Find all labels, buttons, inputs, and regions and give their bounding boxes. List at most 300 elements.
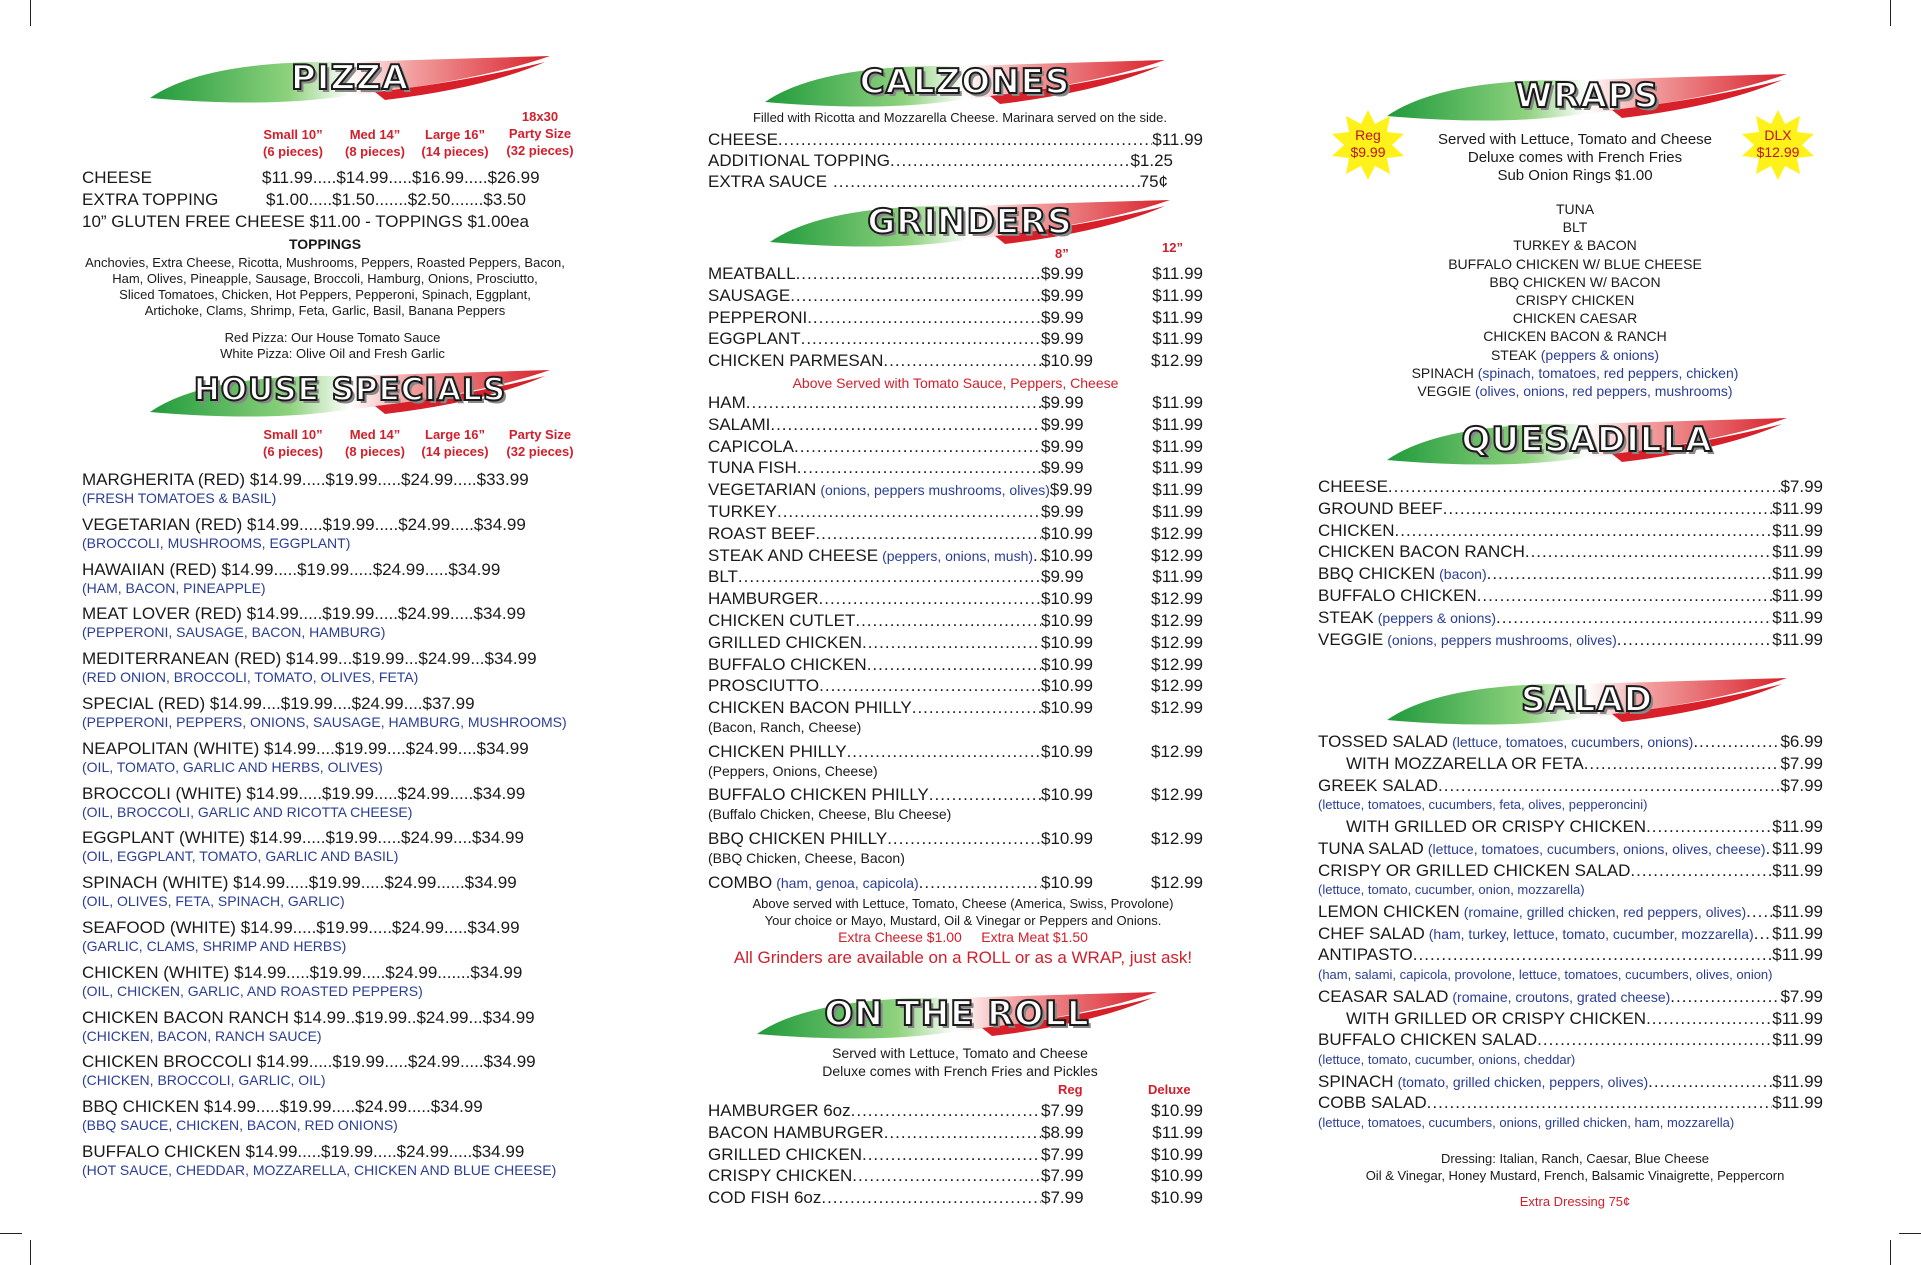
leader-dots [770, 415, 1041, 435]
item-name: BUFFALO CHICKEN [82, 1142, 241, 1161]
wraps-line2: Deluxe comes with French Fries [1467, 149, 1683, 166]
grinder-row [708, 264, 1203, 284]
salad-row [1318, 861, 1823, 881]
leader-dots [919, 873, 1041, 893]
item-name: CHICKEN CAESAR [1512, 310, 1638, 327]
item-name: EXTRA SAUCE [708, 172, 828, 191]
leader-dots [1427, 1093, 1773, 1113]
item-desc: (peppers, onions, mush) [882, 547, 1034, 564]
quesadilla-row [1318, 564, 1823, 584]
item-price: $11.99 [1772, 1030, 1823, 1050]
grinder-row [708, 393, 1203, 413]
item-desc: (romaine, grilled chicken, red peppers, olives) [1463, 903, 1747, 920]
item-name: CHICKEN CUTLET [708, 611, 856, 630]
price-small: $9.99 [1041, 502, 1084, 521]
toppings-line: Anchovies, Extra Cheese, Ricotta, Mushrooms, Peppers, Roasted Peppers, Bacon, [85, 255, 565, 270]
salad-row [1346, 1009, 1823, 1029]
quesadilla-banner [1382, 414, 1792, 480]
item-name: SPINACH (WHITE) [82, 873, 229, 893]
item-name: SEAFOOD (WHITE) [82, 918, 236, 937]
col-reg: Reg [1058, 1082, 1083, 1097]
leader-dots [852, 1166, 1041, 1186]
wraps-list [1310, 200, 1840, 400]
price-large: $11.99 [1152, 307, 1203, 327]
grinder-row [708, 415, 1203, 435]
item-name: CHICKEN BACON RANCH [1318, 542, 1525, 562]
size-header [420, 426, 490, 460]
leader-dots [1646, 817, 1772, 837]
price-small: $10.99 [1041, 829, 1093, 848]
price-small: $9.99 [1041, 285, 1084, 305]
quesadilla-title: QUESADILLA [1461, 420, 1713, 460]
item-desc: (ham, salami, capicola, provolone, lettuce, tomatoes, cucumbers, olives, onion) [1318, 967, 1773, 983]
leader-dots [790, 286, 1041, 306]
leader-dots [807, 308, 1041, 328]
item-name: TOSSED SALAD [1318, 732, 1449, 751]
item-desc: (OIL, EGGPLANT, TOMATO, GARLIC AND BASIL) [82, 848, 399, 865]
leader-dots [1388, 477, 1781, 497]
size-name: Party Size [508, 427, 572, 442]
pizza-row [82, 190, 218, 210]
price-small: $9.99 [1041, 393, 1084, 412]
size-pieces: (8 pieces) [345, 144, 405, 159]
roll-row [708, 1188, 1203, 1208]
dlx-price-text [1740, 127, 1816, 161]
price-small: $7.99 [1041, 1188, 1084, 1208]
salad-row [1318, 839, 1823, 859]
pizza-row [82, 168, 152, 188]
grinders-title: GRINDERS [867, 202, 1073, 242]
salad-row [1318, 1093, 1823, 1113]
item-price: $7.99 [1780, 986, 1823, 1006]
price-large: $11.99 [1152, 285, 1203, 305]
item-desc: (ham, turkey, lettuce, tomato, cucumber, mozzarella) [1428, 925, 1754, 942]
pizza-row-prices [266, 190, 526, 210]
item-price: $11.99 [1772, 498, 1823, 518]
price-large: $12.99 [1151, 632, 1203, 652]
price-small: $10.99 [1041, 523, 1093, 543]
item-name: STEAK AND CHEESE [708, 545, 879, 565]
size-name: Med 14” [349, 427, 401, 442]
leader-dots [1648, 1072, 1772, 1092]
item-name: VEGGIE [1417, 383, 1472, 400]
price-small: $10.99 [1041, 741, 1093, 761]
wraps-line3: Sub Onion Rings $1.00 [1497, 167, 1653, 184]
item-price: 75¢ [1139, 172, 1168, 191]
wrap-item [1310, 382, 1840, 400]
item-desc: (HAM, BACON, PINEAPPLE) [82, 579, 266, 596]
house-special-row [82, 739, 529, 759]
calzone-row [708, 151, 1173, 171]
toppings-title: TOPPINGS [288, 236, 362, 252]
price-large: $12.99 [1151, 741, 1203, 761]
item-name: BBQ CHICKEN [1318, 564, 1436, 584]
house-special-row [82, 694, 475, 714]
grinder-row [708, 437, 1203, 457]
item-name: VEGETARIAN [708, 480, 817, 500]
size-name: 18x30 [521, 109, 559, 124]
item-price: $11.99 [1772, 923, 1823, 943]
item-name: BBQ CHICKEN [82, 1097, 200, 1117]
quesadilla-row [1318, 586, 1823, 606]
grinder-row [708, 655, 1203, 675]
item-name: SPINACH [1318, 1071, 1394, 1091]
item-name: ADDITIONAL TOPPING [708, 151, 891, 170]
salad-row [1318, 924, 1823, 944]
item-name: STEAK [1490, 346, 1537, 363]
leader-dots [819, 676, 1041, 696]
price-large: $12.99 [1151, 785, 1203, 805]
crop-mark [1899, 1233, 1921, 1234]
item-name: MEATBALL [708, 264, 796, 283]
price-small: $10.99 [1041, 698, 1093, 718]
item-prices: $14.99.....$19.99.....$24.99.....$34.99 [245, 1142, 525, 1161]
price-small: $10.99 [1041, 589, 1093, 609]
item-name: WITH MOZZARELLA OR FETA [1346, 753, 1584, 773]
col-8in: 8” [1055, 246, 1069, 261]
item-desc: (bacon) [1439, 566, 1487, 583]
price-large: $11.99 [1152, 393, 1203, 412]
price-large: $11.99 [1152, 502, 1203, 521]
item-prices: $11.99.....$14.99.....$16.99.....$26.99 [262, 168, 540, 187]
dressing-line2: Oil & Vinegar, Honey Mustard, French, Balsamic Vinaigrette, Peppercorn [1365, 1168, 1785, 1183]
item-name: BBQ CHICKEN W/ BACON [1489, 273, 1661, 290]
calzones-subtitle: Filled with Ricotta and Mozzarella Cheese. Marinara served on the side. [752, 110, 1168, 125]
price-large: $10.99 [1151, 1101, 1203, 1120]
item-name: GRILLED CHICKEN [708, 632, 862, 652]
leader-dots [862, 1145, 1041, 1165]
house-special-row [82, 784, 525, 804]
house-special-row [82, 470, 529, 490]
house-special-row [82, 1097, 483, 1117]
price-large: $11.99 [1152, 329, 1203, 349]
item-name: WITH GRILLED OR CRISPY CHICKEN [1346, 1008, 1647, 1028]
item-desc: (romaine, croutons, grated cheese) [1452, 988, 1671, 1005]
item-name: MEDITERRANEAN (RED) [82, 649, 282, 669]
item-desc: (lettuce, tomato, cucumber, onions, cheddar) [1318, 1052, 1576, 1068]
item-desc: (OIL, TOMATO, GARLIC AND HERBS, OLIVES) [82, 758, 383, 775]
house-specials-banner [145, 366, 555, 432]
salad-title: SALAD [1520, 680, 1653, 720]
item-name: GREEK SALAD [1318, 775, 1438, 795]
column-wraps-salad [1310, 0, 1830, 1265]
price-large: $11.99 [1152, 414, 1203, 434]
price-small: $9.99 [1041, 458, 1084, 478]
grinder-row [708, 308, 1203, 328]
all-grinders-note: All Grinders are available on a ROLL or as a WRAP, just ask! [733, 948, 1193, 968]
grinders-banner [765, 196, 1175, 262]
grinder-row [708, 742, 1203, 762]
crop-mark [30, 1240, 31, 1265]
item-name: VEGGIE [1318, 629, 1384, 649]
size-header [258, 126, 328, 160]
grinder-row [708, 502, 1203, 522]
item-desc: (lettuce, tomatoes, cucumbers, onions, olives, cheese) [1427, 840, 1766, 857]
leader-dots [1746, 902, 1772, 922]
grinders-footnote [708, 895, 1218, 970]
size-name: Large 16” [425, 127, 485, 142]
item-desc: (BBQ Chicken, Cheese, Bacon) [708, 849, 905, 866]
price-large: $11.99 [1152, 1122, 1203, 1142]
quesadilla-row [1318, 542, 1823, 562]
price-small: $10.99 [1041, 785, 1093, 805]
item-prices: $14.99...$19.99...$24.99...$34.99 [286, 649, 537, 669]
item-name: CRISPY OR GRILLED CHICKEN SALAD [1318, 860, 1631, 880]
item-prices: $14.99..$19.99..$24.99...$34.99 [293, 1007, 535, 1027]
leader-dots [794, 437, 1041, 457]
leader-dots [847, 742, 1041, 762]
item-desc: (GARLIC, CLAMS, SHRIMP AND HERBS) [82, 938, 347, 954]
item-name: CEASAR SALAD [1318, 986, 1449, 1006]
item-name: COMBO [708, 872, 773, 892]
item-name: STEAK [1318, 607, 1374, 627]
price-large: $12.99 [1151, 829, 1203, 848]
leader-dots [1438, 776, 1780, 796]
item-desc: (peppers & onions) [1377, 609, 1497, 626]
size-header [258, 426, 328, 460]
item-desc: (lettuce, tomatoes, cucumbers, onions, grilled chicken, ham, mozzarella) [1318, 1115, 1735, 1131]
grinder-row [708, 785, 1203, 805]
house-special-row [82, 918, 520, 938]
leader-dots [884, 1123, 1041, 1143]
price-large: $11.99 [1152, 567, 1203, 587]
leader-dots [1443, 499, 1773, 519]
toppings-list [70, 255, 580, 319]
item-name: TURKEY [708, 502, 777, 521]
item-name: CHEESE [82, 168, 152, 187]
grinders-note: Above Served with Tomato Sauce, Peppers, Cheese [792, 375, 1119, 391]
toppings-line: Artichoke, Clams, Shrimp, Feta, Garlic, Basil, Banana Peppers [144, 303, 506, 318]
item-name: CHICKEN BROCCOLI [82, 1052, 253, 1072]
item-desc: (HOT SAUCE, CHEDDAR, MOZZARELLA, CHICKEN AND BLUE CHEESE) [82, 1162, 557, 1178]
item-price: $11.99 [1772, 607, 1823, 627]
item-prices: $14.99.....$19.99.....$24.99.....$34.99 [246, 783, 526, 803]
item-name: CRISPY CHICKEN [1515, 292, 1635, 309]
calzone-row [708, 172, 1168, 192]
item-name: SPINACH [1411, 364, 1474, 381]
pizza-title: PIZZA [290, 58, 410, 98]
wrap-item [1310, 273, 1840, 291]
leader-dots [796, 264, 1041, 284]
item-name: MEAT LOVER (RED) [82, 604, 242, 624]
house-special-row [82, 560, 500, 580]
item-name: TUNA FISH [708, 458, 797, 478]
leader-dots [855, 611, 1041, 631]
roll-line2: Deluxe comes with French Fries and Pickles [822, 1063, 1098, 1079]
item-name: NEAPOLITAN (WHITE) [82, 738, 260, 758]
size-header [420, 126, 490, 160]
house-special-row [82, 515, 526, 535]
item-price: $7.99 [1780, 753, 1823, 773]
wraps-title: WRAPS [1514, 76, 1660, 116]
price-large: $10.99 [1151, 1166, 1203, 1186]
size-name: Party Size [508, 126, 572, 141]
item-name: CHICKEN PHILLY [708, 741, 847, 761]
leader-dots [929, 785, 1041, 805]
size-header [500, 108, 580, 159]
salad-row [1318, 1072, 1823, 1092]
item-desc: (Buffalo Chicken, Cheese, Blu Cheese) [708, 806, 952, 823]
leader-dots [883, 351, 1041, 371]
grinder-row [708, 829, 1203, 849]
price-large: $12.99 [1151, 698, 1203, 718]
wrap-item [1310, 291, 1840, 309]
extra-dressing: Extra Dressing 75¢ [1519, 1194, 1631, 1209]
item-price: $11.99 [1772, 542, 1823, 562]
gluten-free-row: 10” GLUTEN FREE CHEESE $11.00 - TOPPINGS $1.00ea [82, 212, 529, 231]
leader-dots [912, 698, 1041, 718]
item-price: $6.99 [1780, 732, 1823, 751]
roll-row [708, 1123, 1203, 1143]
size-name: Med 14” [349, 127, 401, 142]
item-price: $1.25 [1130, 151, 1173, 170]
grinder-row [708, 351, 1203, 371]
leader-dots [1487, 564, 1773, 584]
leader-dots [1754, 924, 1773, 944]
item-desc: (Bacon, Ranch, Cheese) [708, 719, 862, 735]
item-price: $11.99 [1772, 901, 1823, 921]
dlx-label: DLX [1764, 127, 1792, 143]
item-name: CHEF SALAD [1318, 923, 1425, 943]
price-large: $12.99 [1151, 545, 1203, 565]
item-name: BUFFALO CHICKEN [1318, 586, 1477, 605]
item-name: HAM [708, 393, 746, 412]
item-desc: (OIL, BROCCOLI, GARLIC AND RICOTTA CHEESE) [82, 803, 413, 820]
item-prices: $14.99.....$19.99.....$24.99.......$34.99 [234, 962, 523, 982]
item-name: ROAST BEEF [708, 523, 816, 543]
item-name: PROSCIUTTO [708, 676, 820, 696]
price-small: $9.99 [1049, 480, 1093, 500]
item-name: TURKEY & BACON [1513, 237, 1637, 254]
item-desc: (OIL, OLIVES, FETA, SPINACH, GARLIC) [82, 893, 345, 910]
house-specials-title: HOUSE SPECIALS [193, 372, 507, 408]
leader-dots [815, 524, 1041, 544]
leader-dots [1693, 732, 1780, 752]
grinder-row [708, 676, 1203, 696]
leader-dots [1525, 542, 1772, 562]
item-name: LEMON CHICKEN [1318, 901, 1460, 921]
grinder-row [708, 286, 1203, 306]
item-desc: (RED ONION, BROCCOLI, TOMATO, OLIVES, FETA) [82, 669, 419, 686]
roll-row [708, 1101, 1203, 1121]
size-pieces: (32 pieces) [506, 143, 574, 158]
size-pieces: (6 pieces) [263, 144, 323, 159]
item-name: TUNA SALAD [1318, 838, 1424, 858]
size-header [500, 426, 580, 460]
leader-dots [851, 1101, 1041, 1121]
item-desc: (OIL, CHICKEN, GARLIC, AND ROASTED PEPPERS) [82, 982, 423, 999]
item-name: CHICKEN BACON RANCH [82, 1007, 289, 1027]
dressing-line1: Dressing: Italian, Ranch, Caesar, Blue Cheese [1440, 1151, 1710, 1166]
quesadilla-row [1318, 477, 1823, 497]
item-price: $11.99 [1772, 586, 1823, 605]
house-special-row [82, 873, 517, 893]
roll-row [708, 1166, 1203, 1186]
price-large: $12.99 [1151, 654, 1203, 674]
price-large: $11.99 [1152, 480, 1203, 500]
grinder-row [708, 873, 1203, 893]
leader-dots [1617, 630, 1773, 650]
item-desc: (lettuce, tomatoes, cucumbers, onions) [1452, 734, 1694, 750]
roll-row [708, 1145, 1203, 1165]
grinder-row [708, 480, 1203, 500]
item-price: $11.99 [1772, 860, 1823, 880]
house-special-row [82, 1008, 535, 1028]
leader-dots [1496, 608, 1772, 628]
price-small: $7.99 [1041, 1144, 1084, 1164]
item-desc: (PEPPERONI, SAUSAGE, BACON, HAMBURG) [82, 624, 386, 641]
item-name: CHICKEN BACON & RANCH [1483, 328, 1667, 345]
grinder-row [708, 698, 1203, 718]
wraps-line1: Served with Lettuce, Tomato and Cheese [1437, 131, 1713, 148]
item-name: HAWAIIAN (RED) [82, 559, 217, 579]
item-prices: $14.99.....$19.99.....$24.99.....$34.99 [203, 1097, 483, 1117]
salad-banner [1382, 674, 1792, 740]
item-price: $11.99 [1772, 520, 1823, 540]
item-name: BACON HAMBURGER [708, 1122, 884, 1142]
item-price: $7.99 [1780, 775, 1823, 795]
size-pieces: (14 pieces) [421, 144, 489, 159]
price-large: $12.99 [1151, 589, 1203, 609]
wrap-item [1310, 236, 1840, 254]
item-name: ANTIPASTO [1318, 945, 1413, 965]
col-deluxe: Deluxe [1148, 1082, 1191, 1097]
wraps-desc [1410, 131, 1740, 185]
item-price: $11.99 [1772, 564, 1823, 584]
price-small: $7.99 [1041, 1166, 1084, 1186]
price-small: $10.99 [1041, 632, 1093, 652]
wraps-banner [1382, 70, 1792, 136]
price-large: $10.99 [1151, 1144, 1203, 1164]
item-name: CHICKEN [1318, 520, 1395, 540]
leader-dots [746, 393, 1041, 413]
item-desc: (BROCCOLI, MUSHROOMS, EGGPLANT) [82, 534, 351, 551]
item-price: $11.99 [1772, 1093, 1823, 1113]
wrap-item [1310, 309, 1840, 327]
grinder-row [708, 524, 1203, 544]
item-name: HAMBURGER [708, 589, 819, 609]
quesadilla-row [1318, 630, 1823, 650]
on-the-roll-title: ON THE ROLL [824, 994, 1090, 1034]
item-name: BUFFALO CHICKEN W/ BLUE CHEESE [1448, 255, 1702, 272]
grinder-row [708, 589, 1203, 609]
crop-mark [30, 0, 31, 26]
price-small: $7.99 [1041, 1101, 1084, 1120]
crop-mark [1890, 0, 1891, 26]
leader-dots [819, 589, 1041, 609]
item-name: HAMBURGER 6oz [708, 1101, 851, 1120]
dlx-price: $12.99 [1756, 144, 1800, 160]
leader-dots [1395, 521, 1773, 541]
price-large: $12.99 [1151, 351, 1203, 371]
item-desc: (onions, peppers mushrooms, olives) [1387, 631, 1617, 648]
crop-mark [0, 1233, 22, 1234]
item-name: COD FISH 6oz [708, 1188, 822, 1208]
leader-dots [1670, 987, 1780, 1007]
item-name: VEGETARIAN (RED) [82, 514, 243, 534]
size-name: Large 16” [425, 427, 485, 442]
house-special-row [82, 828, 524, 848]
price-small: $10.99 [1041, 654, 1093, 674]
price-large: $12.99 [1151, 523, 1203, 543]
item-desc: (CHICKEN, BACON, RANCH SAUCE) [82, 1027, 322, 1044]
quesadilla-row [1318, 499, 1823, 519]
wrap-item [1310, 255, 1840, 273]
leader-dots [867, 655, 1041, 675]
item-prices: $14.99....$19.99....$24.99....$34.99 [263, 738, 529, 758]
item-desc: (spinach, tomatoes, red peppers, chicken) [1477, 364, 1739, 381]
item-name: GRILLED CHICKEN [708, 1144, 862, 1164]
